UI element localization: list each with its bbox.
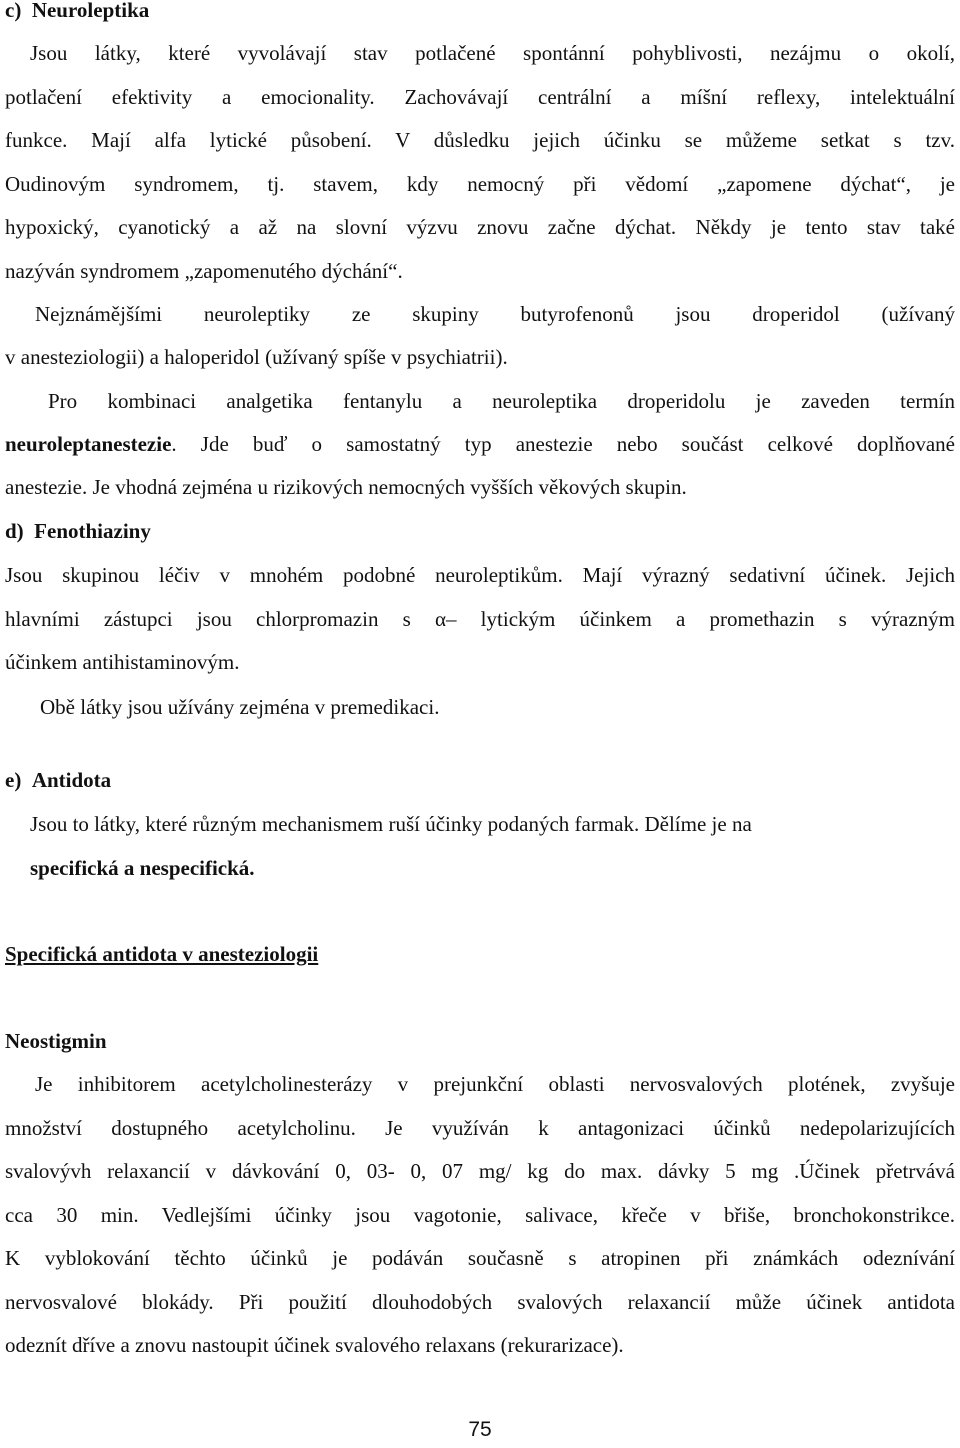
paragraph-line: Oudinovým syndromem, tj. stavem, kdy nemocný při vědomí „zapomene dýchat“, je [5, 172, 955, 196]
paragraph-text: . Jde buď o samostatný typ anestezie nebo součást celkové doplňované [171, 432, 955, 456]
paragraph-line: Jsou skupinou léčiv v mnohém podobné neuroleptikům. Mají výrazný sedativní účinek. Jejich [5, 563, 955, 587]
paragraph-line: potlačení efektivity a emocionality. Zachovávají centrální a míšní reflexy, intelektuální [5, 85, 955, 109]
section-heading-neuroleptika: c) Neuroleptika [5, 0, 150, 22]
bold-term: neuroleptanestezie [5, 432, 172, 456]
subheading-specific-antidota: Specifická antidota v anesteziologii [5, 942, 319, 966]
paragraph-line: Jsou látky, které vyvolávají stav potlačené spontánní pohyblivosti, nezájmu o okolí, [30, 41, 955, 65]
page-number: 75 [468, 1418, 492, 1441]
section-heading-fenothiaziny: d) Fenothiaziny [5, 519, 151, 543]
paragraph-line: nazýván syndromem „zapomenutého dýchání“. [5, 259, 403, 283]
paragraph-line: svalovývh relaxancií v dávkování 0, 03- 0, 07 mg/ kg do max. dávky 5 mg .Účinek přetrvává [5, 1159, 955, 1183]
paragraph-line-mixed [5, 429, 955, 459]
paragraph-line: Pro kombinaci analgetika fentanylu a neuroleptika droperidolu je zaveden termín [48, 389, 955, 413]
paragraph-line: anestezie. Je vhodná zejména u rizikových nemocných vyšších věkových skupin. [5, 475, 687, 499]
paragraph-line: množství dostupného acetylcholinu. Je využíván k antagonizaci účinků nedepolarizujících [5, 1116, 955, 1140]
paragraph-line: hlavními zástupci jsou chlorpromazin s α– lytickým účinkem a promethazin s výrazným [5, 607, 955, 631]
bold-paragraph-line: specifická a nespecifická. [30, 856, 255, 880]
paragraph-line: Nejznámějšími neuroleptiky ze skupiny butyrofenonů jsou droperidol (užívaný [35, 302, 955, 326]
paragraph-line: Je inhibitorem acetylcholinesterázy v prejunkční oblasti nervosvalových plotének, zvyšuje [35, 1072, 955, 1096]
paragraph-line: funkce. Mají alfa lytické působení. V důsledku jejich účinku se můžeme setkat s tzv. [5, 128, 955, 152]
subheading-neostigmin: Neostigmin [5, 1029, 107, 1053]
paragraph-line: hypoxický, cyanotický a až na slovní výzvu znovu začne dýchat. Někdy je tento stav také [5, 215, 955, 239]
paragraph-line: Obě látky jsou užívány zejména v premedikaci. [40, 695, 440, 719]
paragraph-line: odeznít dříve a znovu nastoupit účinek svalového relaxans (rekurarizace). [5, 1333, 624, 1357]
paragraph-line: účinkem antihistaminovým. [5, 650, 240, 674]
paragraph-line: v anesteziologii) a haloperidol (užívaný spíše v psychiatrii). [5, 345, 508, 369]
paragraph-line: Jsou to látky, které různým mechanismem ruší účinky podaných farmak. Dělíme je na [30, 812, 752, 836]
paragraph-line: nervosvalové blokády. Při použití dlouhodobých svalových relaxancií může účinek antidota [5, 1290, 955, 1314]
section-heading-antidota: e) Antidota [5, 768, 112, 792]
paragraph-line: cca 30 min. Vedlejšími účinky jsou vagotonie, salivace, křeče v břiše, bronchokonstrikce. [5, 1203, 955, 1227]
paragraph-line: K vyblokování těchto účinků je podáván současně s atropinen při známkách odeznívání [5, 1246, 955, 1270]
